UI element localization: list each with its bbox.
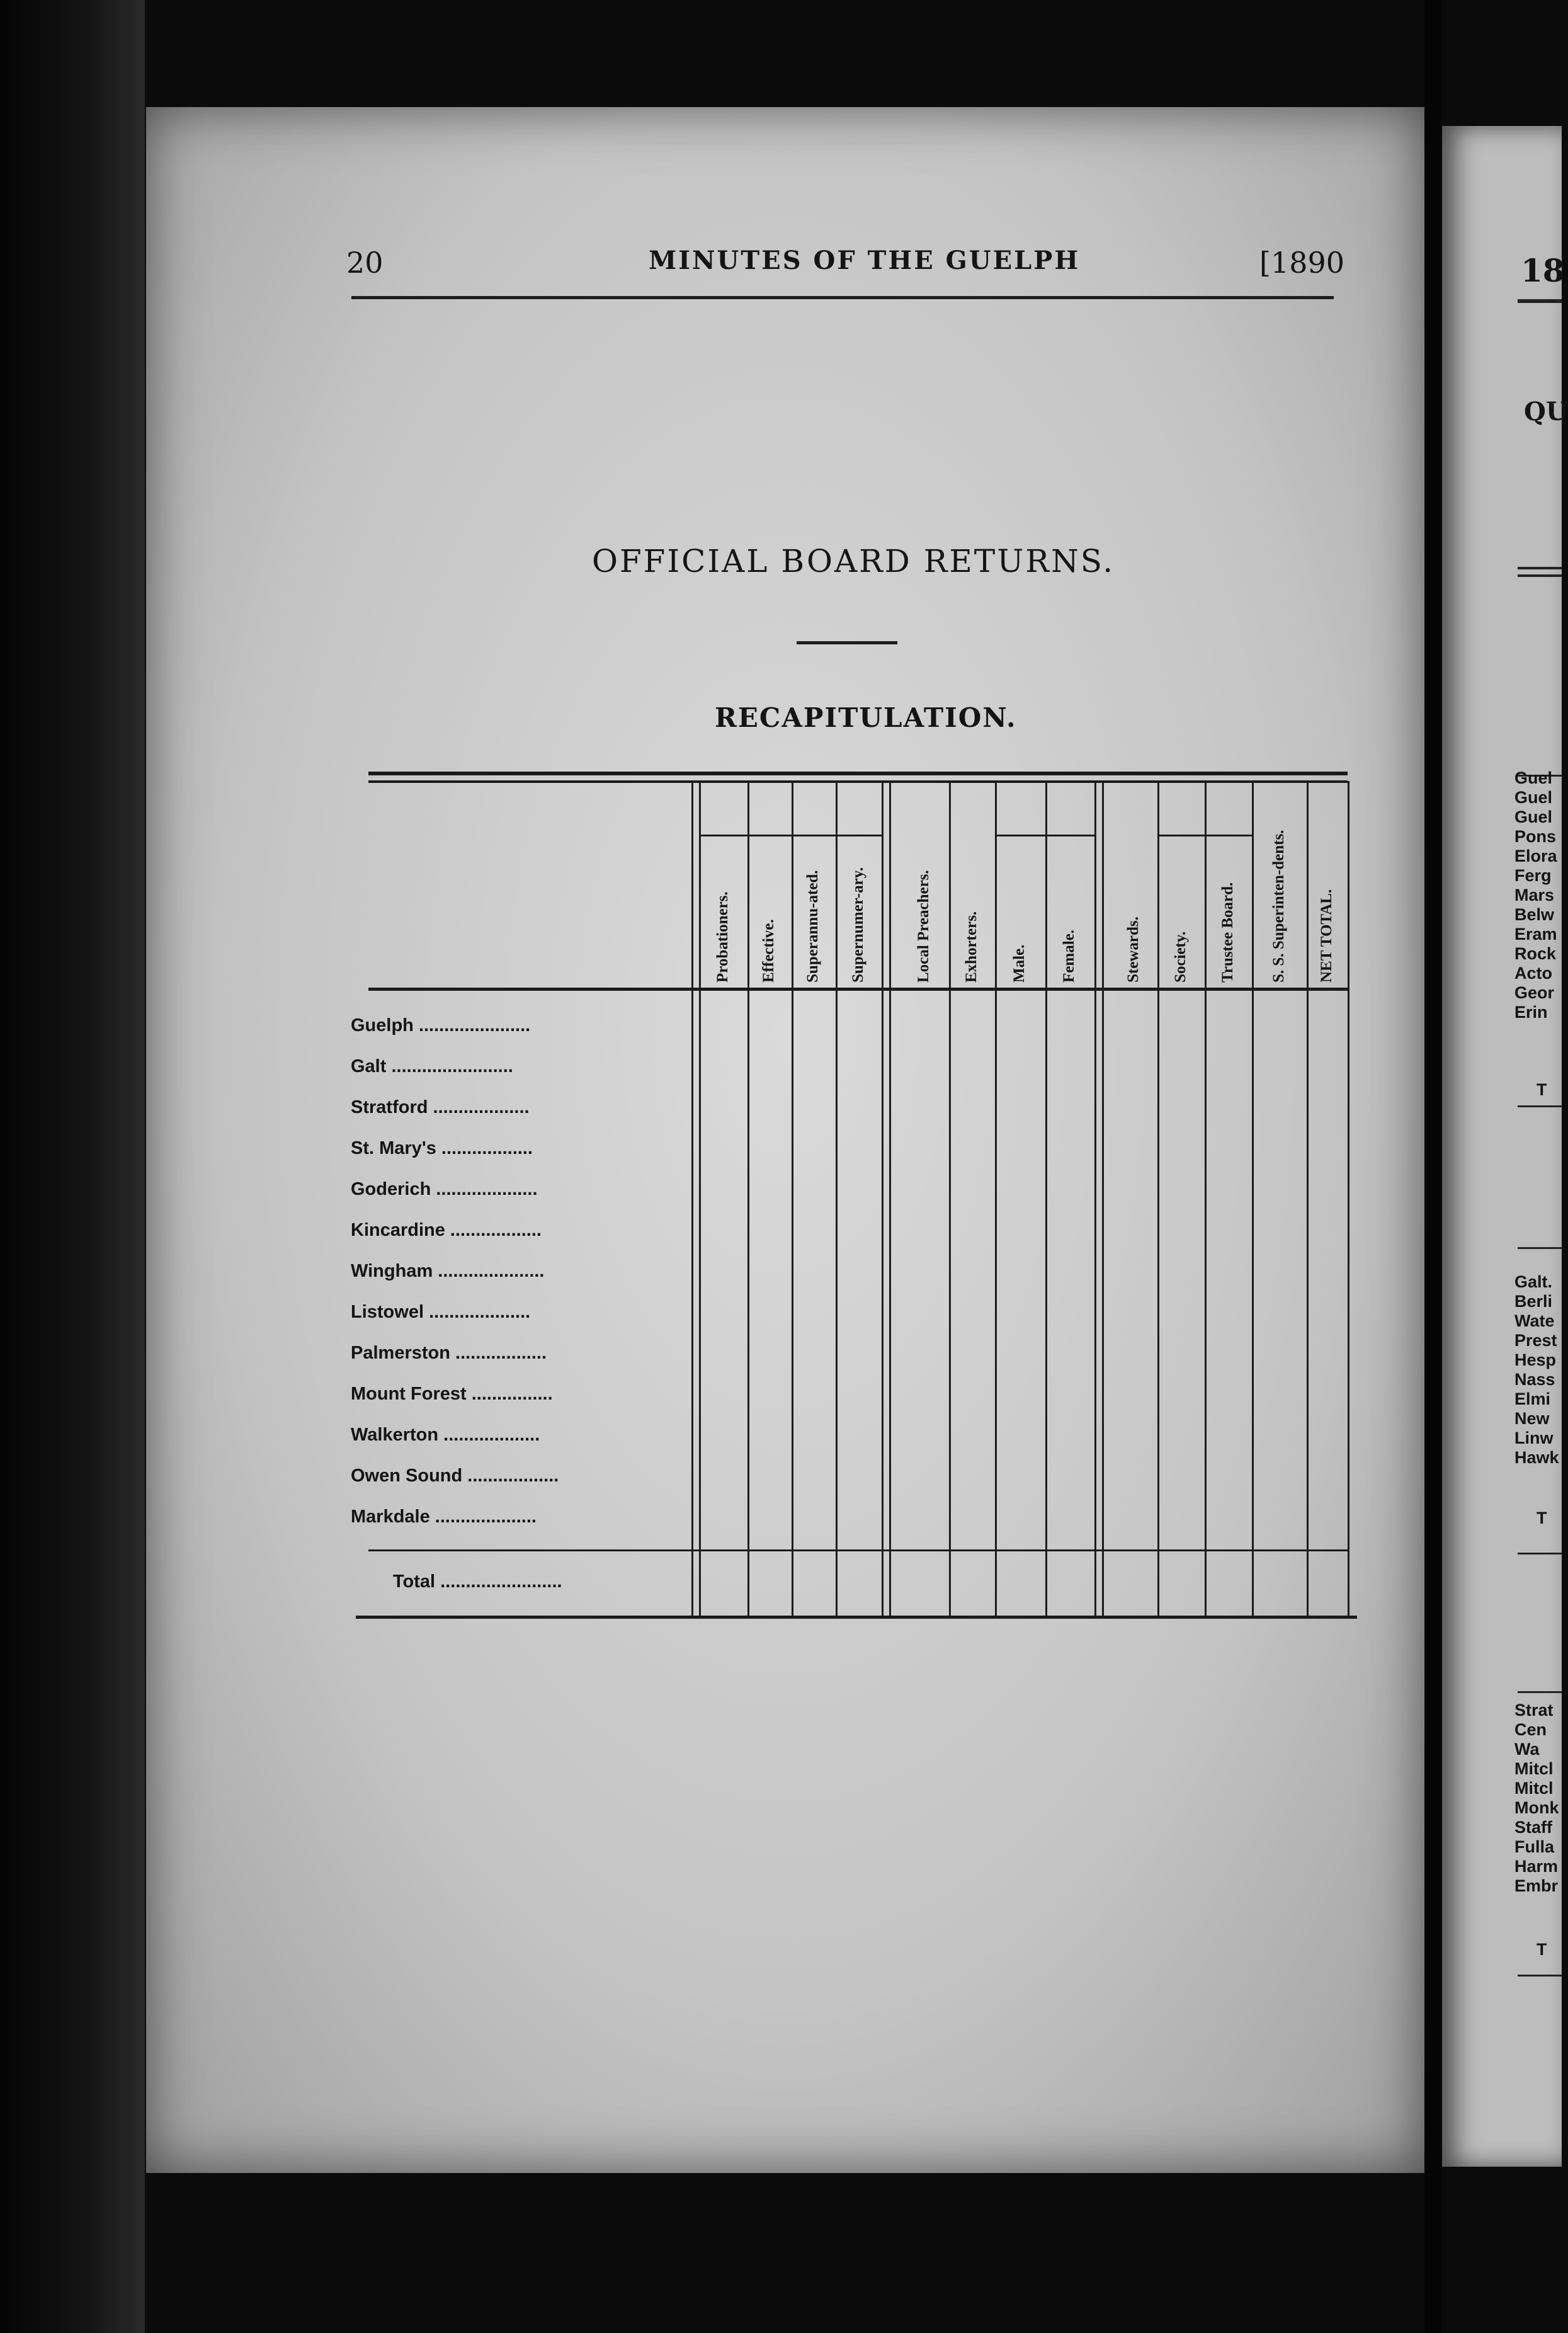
leader-dots: ................... [428,1097,530,1117]
leader-dots: .................... [424,1302,531,1322]
facing-page-list-item: Hesp [1514,1350,1557,1369]
column-header-label: Superannu-ated. [804,870,821,983]
district-name [351,1261,545,1282]
district-label: Owen Sound [351,1466,463,1486]
district-name [351,1220,542,1241]
section-title: OFFICIAL BOARD RETURNS. [592,543,1115,579]
column-header-cell [836,841,882,983]
facing-page-marker: T [1537,1080,1547,1099]
column-divider [1094,781,1096,1616]
district-name [351,1425,540,1446]
group-underline [1157,835,1252,836]
leader-dots: ........................ [435,1571,562,1592]
column-divider [1348,781,1349,1616]
title-rule [797,641,897,644]
column-header-cell [949,787,995,983]
district-label: Kincardine [351,1220,445,1240]
leader-dots: .................. [445,1220,542,1240]
facing-page-rule [1518,1975,1562,1976]
leader-dots: .................... [431,1179,538,1199]
facing-page-list-item: New [1514,1409,1550,1428]
table-bottom-rule [356,1616,1357,1619]
district-name [351,1056,513,1077]
facing-page-list-item: Elmi [1514,1389,1551,1408]
facing-page-list [1514,1272,1559,1468]
column-header-cell [1307,787,1348,983]
page-number: 20 [346,246,383,280]
column-header-label: S. S. Superinten-dents. [1270,830,1287,983]
column-header-label: Society. [1171,931,1189,983]
column-header-label: Trustee Board. [1219,882,1236,983]
running-title: MINUTES OF THE GUELPH [649,246,1081,275]
district-name [351,1384,553,1405]
section-subtitle: RECAPITULATION. [715,702,1017,733]
facing-page-list-item: Eram [1514,925,1557,944]
column-header-cell [699,841,747,983]
district-label: Stratford [351,1097,428,1117]
facing-page-rule [1518,1691,1562,1693]
column-header-cell [1205,841,1252,983]
district-label: Palmerston [351,1343,450,1363]
column-header-label: Female. [1060,930,1077,983]
district-label: Markdale [351,1507,430,1527]
facing-page-list-item: Embr [1514,1876,1559,1895]
group-underline [699,835,882,836]
district-label: Wingham [351,1261,433,1281]
column-divider [882,781,883,1616]
facing-page-list-item: Acto [1514,964,1552,983]
facing-page-list-item: Geor [1514,983,1555,1002]
district-label: Walkerton [351,1425,439,1445]
facing-page-rule [1518,1247,1562,1249]
column-header-label: Local Preachers. [914,870,932,983]
running-header [346,246,1344,283]
page-gutter [1424,0,1442,2333]
total-text: Total [393,1571,436,1592]
district-label: Guelph [351,1015,414,1035]
column-divider [889,781,891,1616]
column-header-cell [1157,841,1205,983]
district-name [351,1507,537,1527]
district-label: Listowel [351,1302,424,1322]
facing-page-list-item: Guel [1514,807,1553,826]
district-name [351,1466,559,1486]
facing-page-rule [1518,567,1562,569]
facing-page-list-item: Erin [1514,1003,1548,1022]
facing-page-fragment [1442,126,1568,2167]
facing-page-list-item: Mitcl [1514,1779,1554,1798]
facing-page-list-item: Harm [1514,1857,1559,1876]
district-label: St. Mary's [351,1138,436,1158]
district-name [351,1015,530,1036]
district-name [351,1343,547,1364]
leader-dots: .................. [450,1343,547,1363]
facing-page-list [1514,768,1557,1022]
facing-page-list-item: Wa [1514,1740,1540,1759]
table-top-rule [368,772,1348,775]
leader-dots: ................... [438,1425,540,1445]
facing-page-header: 18 [1521,252,1565,289]
column-divider [691,781,693,1616]
column-header-label: Supernumer-ary. [849,867,866,983]
facing-page-rule [1518,299,1562,303]
facing-page-list-item: Pons [1514,827,1557,846]
district-name [351,1138,533,1159]
facing-page-list-item: Rock [1514,944,1557,963]
facing-page-rule [1518,574,1562,577]
column-header-label: Exhorters. [962,911,980,983]
facing-page-list-item: Mitcl [1514,1759,1554,1778]
facing-page-list-item: Fulla [1514,1837,1555,1856]
facing-page-list-item: Guel [1514,768,1553,787]
column-divider [1102,781,1104,1616]
header-rule [351,296,1334,299]
table-top-rule [368,780,1348,783]
facing-page-rule [1518,1553,1562,1554]
leader-dots: .................... [429,1507,537,1527]
leader-dots: ........................ [386,1056,513,1076]
facing-page-list-item: Linw [1514,1429,1554,1447]
facing-page-list-item: Belw [1514,905,1555,924]
district-name [351,1302,530,1323]
column-header-cell [1045,841,1094,983]
district-label: Galt [351,1056,387,1076]
leader-dots: ................ [466,1384,553,1404]
page [146,107,1424,2173]
facing-page-list-item: Guel [1514,788,1553,807]
facing-page-list [1514,1701,1559,1896]
column-header-cell [1252,787,1307,983]
column-header-cell [1110,787,1157,983]
table-header-rule [368,988,1348,991]
facing-page-rule [1518,1105,1562,1107]
facing-page-list-item: Strat [1514,1701,1554,1720]
header-year: [1890 [1259,246,1344,280]
facing-page-list-item: Wate [1514,1311,1555,1330]
district-name [351,1097,530,1118]
leader-dots: .................. [462,1466,559,1486]
column-header-label: Male. [1011,944,1028,983]
leader-dots: .................. [436,1138,533,1158]
column-header-label: NET TOTAL. [1317,889,1335,983]
facing-page-marker: T [1537,1940,1547,1959]
facing-page-list-item: Galt. [1514,1272,1553,1291]
facing-page-list-item: Mars [1514,886,1555,904]
facing-page-list-item: Berli [1514,1292,1553,1311]
facing-page-list-item: Cen [1514,1720,1547,1739]
district-label: Mount Forest [351,1384,467,1404]
facing-page-list-item: Monk [1514,1798,1559,1817]
facing-page-list-item: Nass [1514,1370,1555,1389]
column-header-cell [899,787,949,983]
facing-page-list-item: Ferg [1514,866,1552,885]
facing-page-list-item: Hawk [1514,1448,1559,1467]
column-header-label: Probationers. [713,891,731,983]
column-header-cell [995,841,1045,983]
total-top-rule [368,1549,1348,1551]
column-header-cell [792,841,836,983]
facing-page-marker: T [1537,1509,1547,1527]
leader-dots: ...................... [413,1015,531,1035]
facing-page-title: QU [1524,397,1568,426]
column-header-label: Stewards. [1124,916,1142,983]
column-header-label: Effective. [760,919,777,983]
facing-page-list-item: Prest [1514,1331,1557,1350]
book-binding-edge [0,0,145,2333]
district-label: Goderich [351,1179,431,1199]
total-label [393,1571,562,1592]
facing-page-list-item: Staff [1514,1818,1552,1837]
leader-dots: ..................... [433,1261,545,1281]
group-underline [995,835,1094,836]
district-name [351,1179,538,1200]
facing-page-list-item: Elora [1514,847,1557,865]
column-header-cell [747,841,792,983]
